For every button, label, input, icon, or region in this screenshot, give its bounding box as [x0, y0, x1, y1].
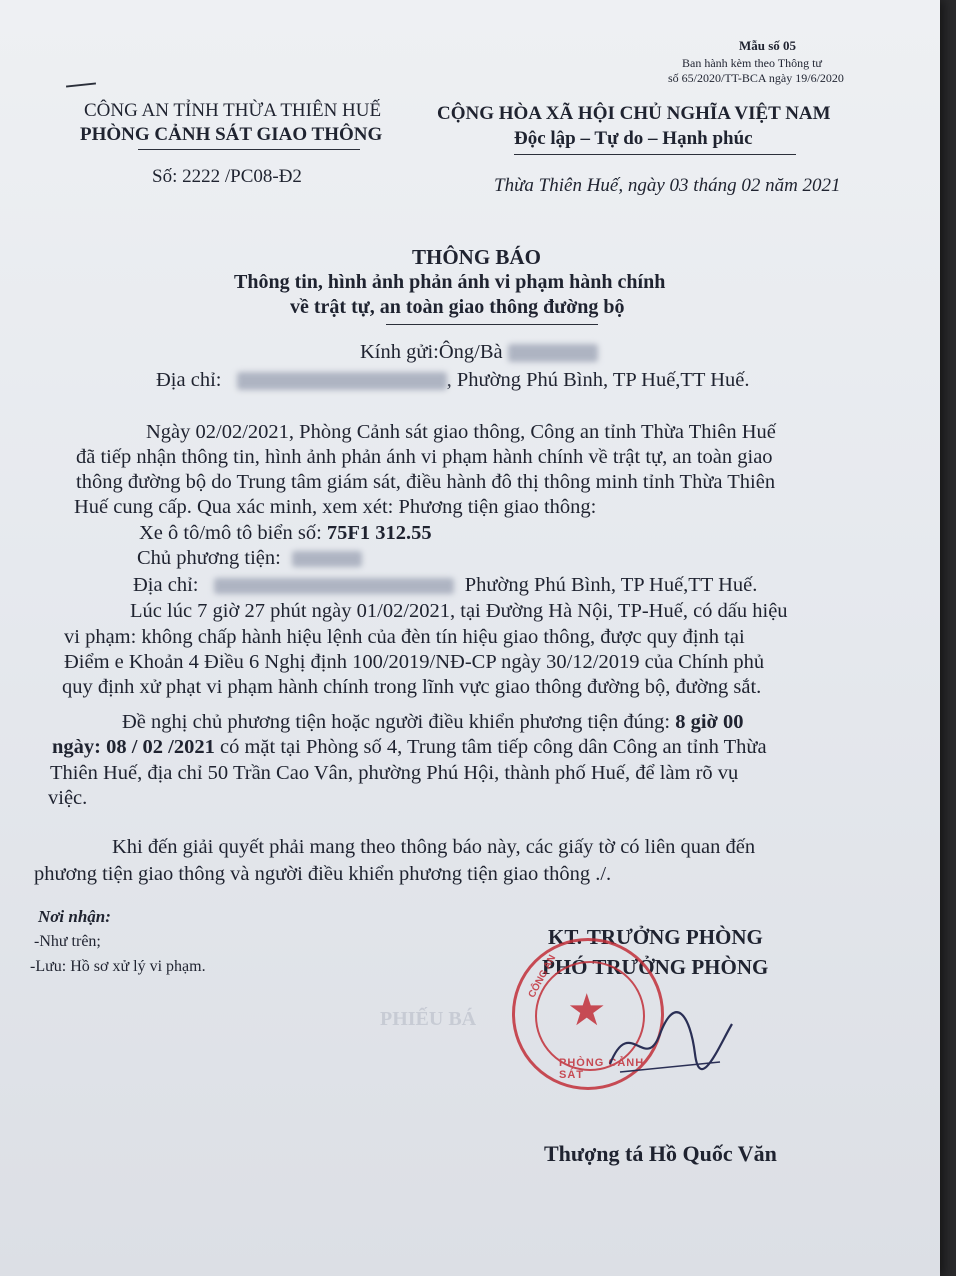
redacted-owner	[292, 551, 362, 567]
paragraph-3-line-3: Thiên Huế, địa chỉ 50 Trần Cao Vân, phường Phú Hội, thành phố Huế, để làm rõ vụ	[50, 762, 739, 784]
form-ref-line2: số 65/2020/TT-BCA ngày 19/6/2020	[668, 71, 844, 85]
redacted-address	[237, 372, 447, 390]
signature-title-2: PHÓ TRƯỞNG PHÒNG	[542, 955, 769, 979]
bleed-through-text: PHIẾU BÁ	[380, 1008, 477, 1030]
redacted-name	[508, 344, 598, 362]
motto-underline	[514, 154, 796, 155]
p3-start: Đề nghị chủ phương tiện hoặc người điều khiển phương tiện đúng:	[122, 711, 676, 733]
recipient-address	[156, 369, 750, 392]
agency-department: PHÒNG CẢNH SÁT GIAO THÔNG	[80, 124, 383, 145]
signer-name: Thượng tá Hồ Quốc Văn	[544, 1141, 777, 1166]
recipient-greeting	[360, 341, 598, 364]
greeting-text: Kính gửi:Ông/Bà	[360, 341, 503, 363]
paragraph-3-line-1	[122, 711, 744, 734]
owner-address-tail: Phường Phú Bình, TP Huế,TT Huế.	[464, 574, 758, 596]
pen-mark	[66, 82, 96, 87]
seal-bottom-text: PHÒNG CẢNH SÁT	[559, 1057, 645, 1081]
paragraph-2-line-1: Lúc lúc 7 giờ 27 phút ngày 01/02/2021, tại Đường Hà Nội, TP-Huế, có dấu hiệu	[130, 600, 788, 622]
owner-line	[137, 547, 362, 570]
address-label: Địa chỉ:	[156, 369, 222, 391]
paragraph-4-line-2: phương tiện giao thông và người điều khiển phương tiện giao thông ./.	[34, 863, 612, 885]
p3-day-label: ngày:	[52, 736, 107, 758]
paragraph-2-line-4: quy định xử phạt vi phạm hành chính trong lĩnh vực giao thông đường bộ, đường sắt.	[62, 676, 762, 698]
vehicle-label: Xe ô tô/mô tô biển số:	[139, 522, 327, 544]
paragraph-4-line-1: Khi đến giải quyết phải mang theo thông báo này, các giấy tờ có liên quan đến	[112, 836, 756, 858]
form-ref-line1: Ban hành kèm theo Thông tư	[682, 56, 822, 70]
recipients-label: Nơi nhận:	[38, 907, 111, 926]
nation-motto: Độc lập – Tự do – Hạnh phúc	[514, 128, 753, 149]
paragraph-1-line-2: đã tiếp nhận thông tin, hình ảnh phản ánh vi phạm hành chính về trật tự, an toàn giao	[76, 446, 773, 468]
recipient-item-1: -Như trên;	[34, 933, 101, 950]
vehicle-plate: 75F1 312.55	[326, 522, 432, 544]
agency-underline	[138, 149, 360, 150]
document-title: THÔNG BÁO	[412, 245, 541, 269]
handwritten-signature	[600, 1004, 740, 1084]
paragraph-3-line-4: việc.	[48, 787, 88, 809]
paragraph-1-line-3: thông đường bộ do Trung tâm giám sát, điều hành đô thị thông minh tỉnh Thừa Thiên	[76, 471, 776, 493]
title-subtitle-1: Thông tin, hình ảnh phản ánh vi phạm hành chính	[234, 271, 666, 293]
paragraph-1-line-1: Ngày 02/02/2021, Phòng Cảnh sát giao thông, Công an tỉnh Thừa Thiên Huế	[146, 421, 776, 443]
title-subtitle-2: về trật tự, an toàn giao thông đường bộ	[290, 296, 625, 318]
appointment-date: 08 / 02 /2021	[106, 736, 215, 758]
redacted-owner-address	[214, 578, 454, 594]
document-number: Số: 2222 /PC08-Đ2	[152, 166, 302, 187]
appointment-time: 8 giờ 00	[675, 711, 744, 733]
seal-arc-text: CÔNG AN	[526, 953, 559, 1000]
signature-title-1: KT. TRƯỞNG PHÒNG	[548, 925, 763, 949]
form-number: Mẫu số 05	[739, 38, 797, 53]
address-tail: , Phường Phú Bình, TP Huế,TT Huế.	[446, 369, 750, 391]
title-underline	[386, 324, 598, 325]
owner-address-label: Địa chỉ:	[133, 574, 199, 596]
paragraph-2-line-3: Điểm e Khoản 4 Điều 6 Nghị định 100/2019/NĐ-CP ngày 30/12/2019 của Chính phủ	[64, 651, 765, 673]
paragraph-1-line-4: Huế cung cấp. Qua xác minh, xem xét: Phương tiện giao thông:	[74, 496, 597, 518]
vehicle-line	[139, 522, 432, 545]
paragraph-3-line-2	[52, 736, 767, 759]
owner-label: Chủ phương tiện:	[137, 547, 281, 569]
paragraph-2-line-2: vi phạm: không chấp hành hiệu lệnh của đèn tín hiệu giao thông, được quy định tại	[64, 626, 745, 648]
p3-rest: có mặt tại Phòng số 4, Trung tâm tiếp công dân Công an tỉnh Thừa	[214, 736, 767, 758]
nation-name: CỘNG HÒA XÃ HỘI CHỦ NGHĨA VIỆT NAM	[437, 103, 831, 124]
recipient-item-2: -Lưu: Hồ sơ xử lý vi phạm.	[30, 958, 206, 975]
owner-address-line	[133, 574, 757, 597]
agency-name: CÔNG AN TỈNH THỪA THIÊN HUẾ	[84, 100, 382, 121]
place-date: Thừa Thiên Huế, ngày 03 tháng 02 năm 2021	[494, 175, 841, 196]
star-icon: ★	[567, 986, 607, 1035]
